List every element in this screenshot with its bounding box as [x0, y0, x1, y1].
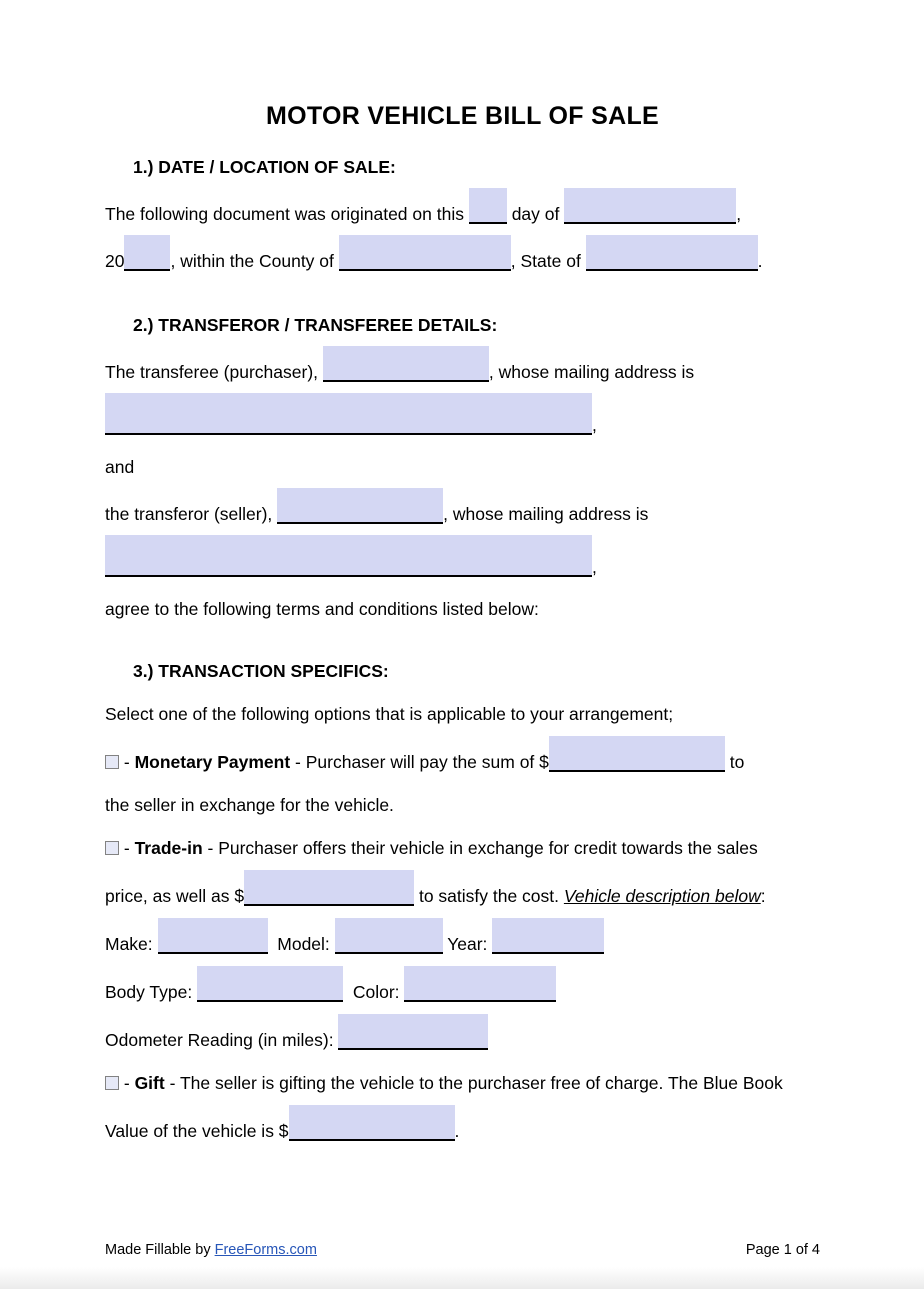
- bill-of-sale-page: [0, 95, 924, 1289]
- and-line: [105, 446, 820, 488]
- tradein-checkbox[interactable]: [105, 841, 119, 855]
- text-segment: day of: [506, 204, 565, 224]
- text-segment: The transferee (purchaser),: [105, 362, 323, 382]
- body-type-field[interactable]: [197, 966, 343, 1002]
- text-segment: - The seller is gifting the vehicle to the purchaser free of charge. The Blue Book: [164, 1073, 783, 1093]
- day-field[interactable]: [469, 188, 507, 224]
- gift-checkbox[interactable]: [105, 1076, 119, 1090]
- purchaser-line: [105, 346, 820, 393]
- model-field[interactable]: [335, 918, 443, 954]
- vehicle-year-field[interactable]: [492, 918, 604, 954]
- text-segment: Value of the vehicle is $: [105, 1121, 289, 1141]
- text-segment: , whose mailing address is: [443, 504, 649, 524]
- text-segment: ,: [592, 557, 597, 577]
- seller-line: [105, 488, 820, 535]
- gift-option-line: [105, 1062, 820, 1105]
- text-segment: - Purchaser offers their vehicle in exchange for credit towards the sales: [202, 838, 758, 858]
- monetary-amount-field[interactable]: [549, 736, 725, 772]
- tradein-label: Trade-in: [134, 838, 203, 858]
- purchaser-address-field[interactable]: [105, 393, 592, 435]
- text-segment: to satisfy the cost.: [414, 886, 564, 906]
- text-segment: -: [119, 1073, 135, 1093]
- made-fillable-text: Made Fillable by: [105, 1242, 215, 1258]
- make-label: Make:: [105, 934, 158, 954]
- page-number: Page 1 of 4: [745, 1242, 820, 1258]
- odometer-line: [105, 1014, 820, 1062]
- text-segment: the transferor (seller),: [105, 504, 278, 524]
- text-segment: .: [757, 251, 763, 271]
- text-segment: price, as well as $: [105, 886, 245, 906]
- date-line-1: [105, 188, 820, 235]
- gift-option-line2: [105, 1105, 820, 1153]
- seller-address-field[interactable]: [105, 535, 592, 577]
- footer-left: [105, 1235, 317, 1265]
- monetary-payment-label: Monetary Payment: [134, 752, 291, 772]
- agree-line: [105, 588, 820, 630]
- text-segment: , within the County of: [170, 251, 339, 271]
- color-field[interactable]: [404, 966, 556, 1002]
- year-field[interactable]: [124, 235, 170, 271]
- text-segment: -: [119, 838, 135, 858]
- model-label: Model:: [267, 934, 335, 954]
- text-segment: ,: [592, 415, 597, 435]
- odometer-field[interactable]: [338, 1014, 488, 1050]
- monetary-option-line2: [105, 784, 820, 827]
- text-segment: ,: [736, 204, 742, 224]
- page-title: MOTOR VEHICLE BILL OF SALE: [265, 102, 659, 130]
- tradein-option-line: [105, 827, 820, 870]
- section3-heading: 3.) TRANSACTION SPECIFICS:: [133, 661, 389, 681]
- seller-address-line: [105, 535, 820, 588]
- make-field[interactable]: [158, 918, 268, 954]
- date-line-2: [105, 235, 820, 282]
- year-label: Year:: [442, 934, 493, 954]
- text-segment: .: [454, 1121, 460, 1141]
- seller-name-field[interactable]: [277, 488, 443, 524]
- color-label: Color:: [343, 982, 405, 1002]
- text-segment: -: [119, 752, 135, 772]
- section1-heading: 1.) DATE / LOCATION OF SALE:: [133, 157, 396, 177]
- month-field[interactable]: [564, 188, 736, 224]
- purchaser-name-field[interactable]: [323, 346, 489, 382]
- text-segment: Select one of the following options that is applicable to your arrangement;: [105, 704, 674, 724]
- body-color-line: [105, 966, 820, 1014]
- text-segment: , whose mailing address is: [488, 362, 695, 382]
- body-type-label: Body Type:: [105, 982, 198, 1002]
- text-segment: :: [760, 886, 766, 906]
- vehicle-description-note: Vehicle description below: [563, 886, 761, 906]
- text-segment: 20: [105, 251, 125, 271]
- gift-value-field[interactable]: [289, 1105, 455, 1141]
- section2-heading: 2.) TRANSFEROR / TRANSFEREE DETAILS:: [133, 315, 498, 335]
- monetary-option-line: [105, 736, 820, 784]
- intro-line: [105, 693, 820, 736]
- odometer-label: Odometer Reading (in miles):: [105, 1030, 339, 1050]
- freeforms-link[interactable]: FreeForms.com: [214, 1242, 317, 1258]
- page-footer: [105, 1235, 820, 1265]
- text-segment: to: [724, 752, 745, 772]
- text-segment: , State of: [510, 251, 586, 271]
- purchaser-address-line: [105, 393, 820, 446]
- text-segment: the seller in exchange for the vehicle.: [105, 795, 394, 815]
- page-edge-shadow: [0, 1267, 924, 1289]
- text-segment: and: [105, 457, 135, 477]
- tradein-amount-field[interactable]: [244, 870, 414, 906]
- state-field[interactable]: [586, 235, 758, 271]
- text-segment: agree to the following terms and conditions listed below:: [105, 599, 539, 619]
- gift-label: Gift: [134, 1073, 165, 1093]
- tradein-option-line2: [105, 870, 820, 918]
- county-field[interactable]: [339, 235, 511, 271]
- monetary-payment-checkbox[interactable]: [105, 755, 119, 769]
- text-segment: - Purchaser will pay the sum of $: [290, 752, 549, 772]
- make-model-year-line: [105, 918, 820, 966]
- text-segment: The following document was originated on this: [105, 204, 469, 224]
